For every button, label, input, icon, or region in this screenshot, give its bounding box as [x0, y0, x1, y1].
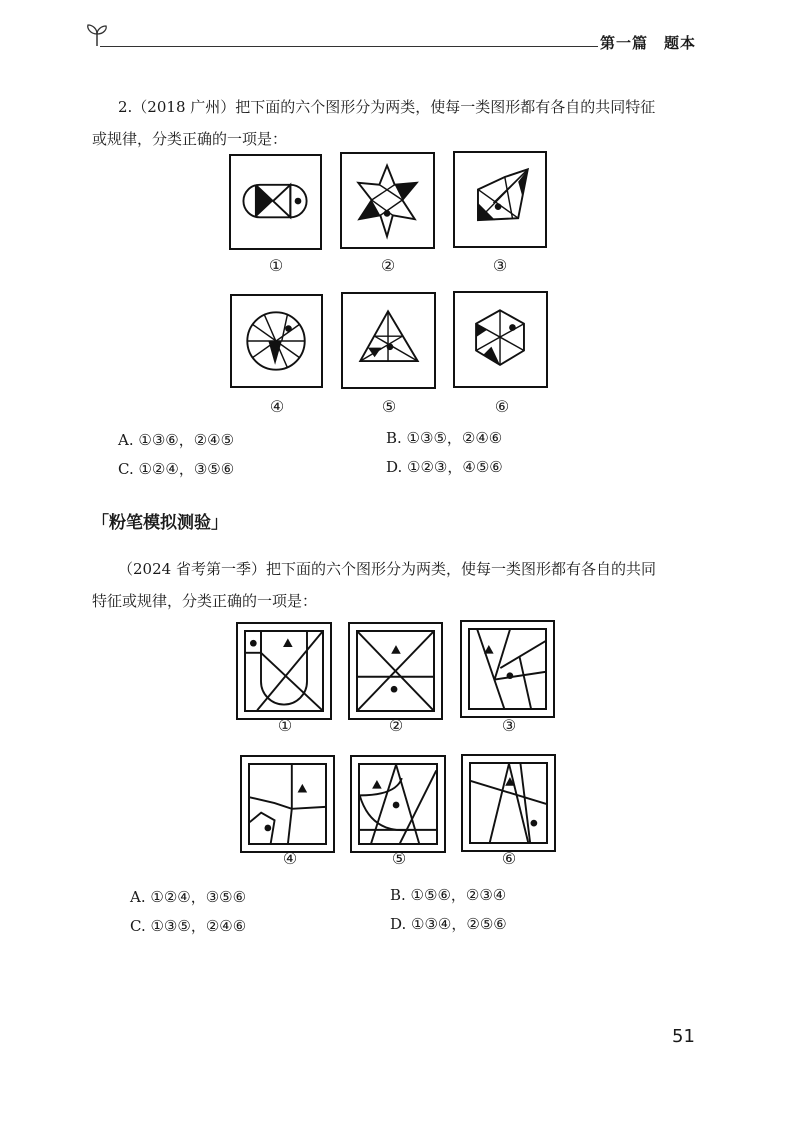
- section-title: 「粉笔模拟测验」: [92, 513, 228, 533]
- question2-line1: （2024 省考第一季）把下面的六个图形分为两类，使每一类图形都有各自的共同: [118, 560, 656, 578]
- q1-figure-6: [453, 291, 548, 388]
- q1-option-c[interactable]: C. ①②④，③⑤⑥: [118, 460, 235, 478]
- q1-label-3: ③: [492, 256, 508, 275]
- question1-line1: 2.（2018 广州）把下面的六个图形分为两类，使每一类图形都有各自的共同特征: [118, 98, 656, 116]
- q2-label-4: ④: [282, 849, 298, 868]
- q2-figure-6: [461, 754, 556, 852]
- running-header: 第一篇 题本: [600, 34, 697, 52]
- q2-figure-3: [460, 620, 555, 718]
- q2-figure-1: [236, 622, 332, 720]
- q2-figure-5: [350, 755, 446, 853]
- q2-option-c[interactable]: C. ①③⑤，②④⑥: [130, 917, 247, 935]
- q1-figure-1: [229, 154, 322, 250]
- sprout-icon: [84, 22, 110, 48]
- q2-label-3: ③: [501, 716, 517, 735]
- question2-line2: 特征或规律，分类正确的一项是：: [92, 592, 318, 610]
- q1-option-b[interactable]: B. ①③⑤，②④⑥: [386, 429, 503, 447]
- q2-option-b[interactable]: B. ①⑤⑥，②③④: [390, 886, 507, 904]
- q1-label-4: ④: [269, 397, 285, 416]
- q2-label-1: ①: [277, 716, 293, 735]
- q1-figure-2: [340, 152, 435, 249]
- header-rule: [100, 46, 598, 47]
- q2-label-2: ②: [388, 716, 404, 735]
- q1-figure-5: [341, 292, 436, 389]
- question1-line2: 或规律，分类正确的一项是：: [92, 130, 288, 148]
- q1-figure-4: [230, 294, 323, 388]
- q1-label-2: ②: [380, 256, 396, 275]
- q1-figure-3: [453, 151, 547, 248]
- page-number: 51: [672, 1026, 695, 1047]
- q1-label-1: ①: [268, 256, 284, 275]
- q1-label-6: ⑥: [494, 397, 510, 416]
- q2-figure-2: [348, 622, 443, 720]
- q2-label-5: ⑤: [391, 849, 407, 868]
- q2-label-6: ⑥: [501, 849, 517, 868]
- q1-label-5: ⑤: [381, 397, 397, 416]
- q2-option-d[interactable]: D. ①③④，②⑤⑥: [390, 915, 507, 933]
- q2-figure-4: [240, 755, 335, 853]
- q1-option-a[interactable]: A. ①③⑥，②④⑤: [118, 431, 235, 449]
- q2-option-a[interactable]: A. ①②④，③⑤⑥: [130, 888, 247, 906]
- q1-option-d[interactable]: D. ①②③，④⑤⑥: [386, 458, 503, 476]
